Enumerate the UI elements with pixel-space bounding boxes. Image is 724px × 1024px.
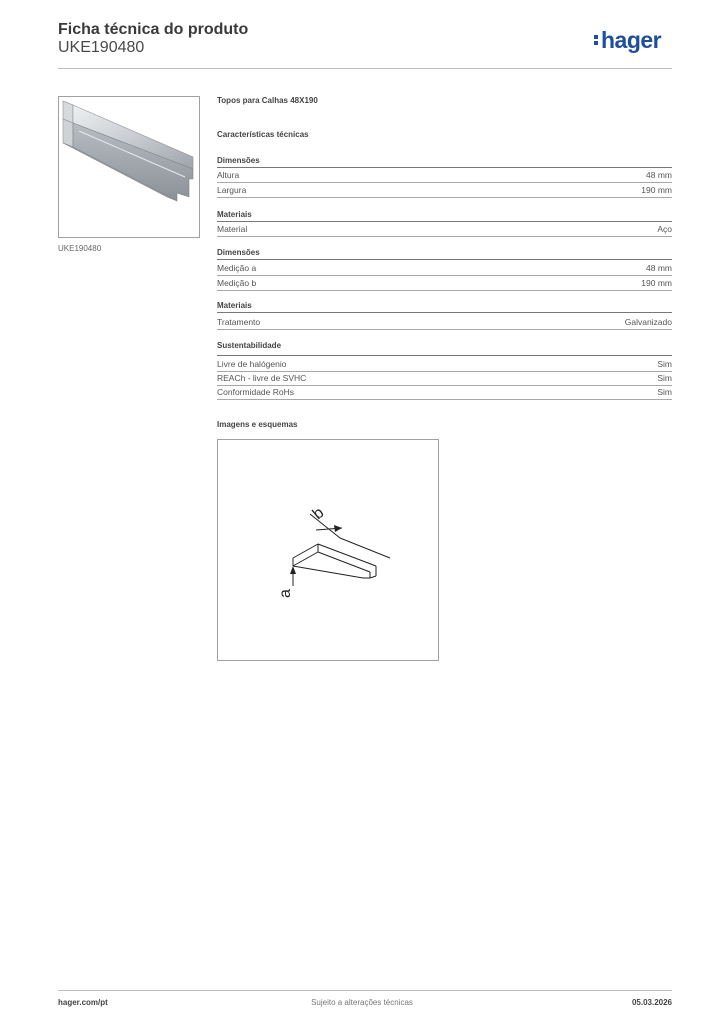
section-rule <box>217 259 672 260</box>
spec-row <box>217 357 672 372</box>
section-rule <box>217 312 672 313</box>
logo-dots-icon <box>594 33 599 47</box>
footer-date: 05.03.2026 <box>631 998 672 1007</box>
header-divider <box>58 68 672 69</box>
product-code: UKE190480 <box>58 39 145 56</box>
spec-label: Conformidade RoHs <box>217 387 295 397</box>
spec-value: 48 mm <box>646 170 672 180</box>
spec-value: Aço <box>657 224 672 234</box>
spec-value: Sim <box>657 359 672 369</box>
product-name: Topos para Calhas 48X190 <box>217 96 318 105</box>
cable-trunking-end-cap-image <box>59 97 199 237</box>
spec-value: Galvanizado <box>624 317 672 327</box>
spec-row <box>217 276 672 291</box>
spec-row <box>217 183 672 198</box>
spec-value: Sim <box>657 373 672 383</box>
dimension-extension-line <box>293 544 318 558</box>
arrow-b-icon <box>334 525 342 532</box>
spec-value: 190 mm <box>641 185 672 195</box>
arrow-a-icon <box>290 566 296 574</box>
spec-row <box>217 315 672 330</box>
spec-label: REACh - livre de SVHC <box>217 373 307 383</box>
spec-label: Material <box>217 224 248 234</box>
spec-row <box>217 222 672 237</box>
hager-logo <box>594 27 661 54</box>
section-title-materials: Materiais <box>217 210 252 219</box>
spec-row <box>217 168 672 183</box>
section-title-sustainability: Sustentabilidade <box>217 341 282 350</box>
images-heading: Imagens e esquemas <box>217 420 298 429</box>
spec-row <box>217 371 672 386</box>
dimension-label-b: b <box>309 504 328 524</box>
section-title-dimensions-measurements: Dimensões <box>217 248 260 257</box>
end-cap-line-drawing <box>218 440 438 660</box>
spec-row <box>217 261 672 276</box>
dimension-drawing <box>217 439 439 661</box>
section-rule <box>217 355 672 356</box>
dimension-label-a: a <box>277 589 294 598</box>
spec-label: Livre de halógenio <box>217 359 287 369</box>
footer-divider <box>58 990 672 991</box>
footer-website-link[interactable]: hager.com/pt <box>58 998 108 1007</box>
product-photo <box>58 96 200 238</box>
spec-value: 190 mm <box>641 278 672 288</box>
section-title-dimensions: Dimensões <box>217 156 260 165</box>
spec-label: Altura <box>217 170 240 180</box>
spec-row <box>217 385 672 400</box>
photo-caption: UKE190480 <box>58 244 102 253</box>
spec-value: 48 mm <box>646 263 672 273</box>
spec-label: Tratamento <box>217 317 261 327</box>
spec-value: Sim <box>657 387 672 397</box>
spec-label: Medição b <box>217 278 257 288</box>
section-title-treatment: Materiais <box>217 301 252 310</box>
footer-note: Sujeito a alterações técnicas <box>311 998 413 1007</box>
spec-label: Medição a <box>217 263 257 273</box>
logo-text: hager <box>601 27 662 53</box>
document-title: Ficha técnica do produto <box>58 21 249 38</box>
spec-label: Largura <box>217 185 247 195</box>
technical-characteristics-heading: Características técnicas <box>217 130 309 139</box>
